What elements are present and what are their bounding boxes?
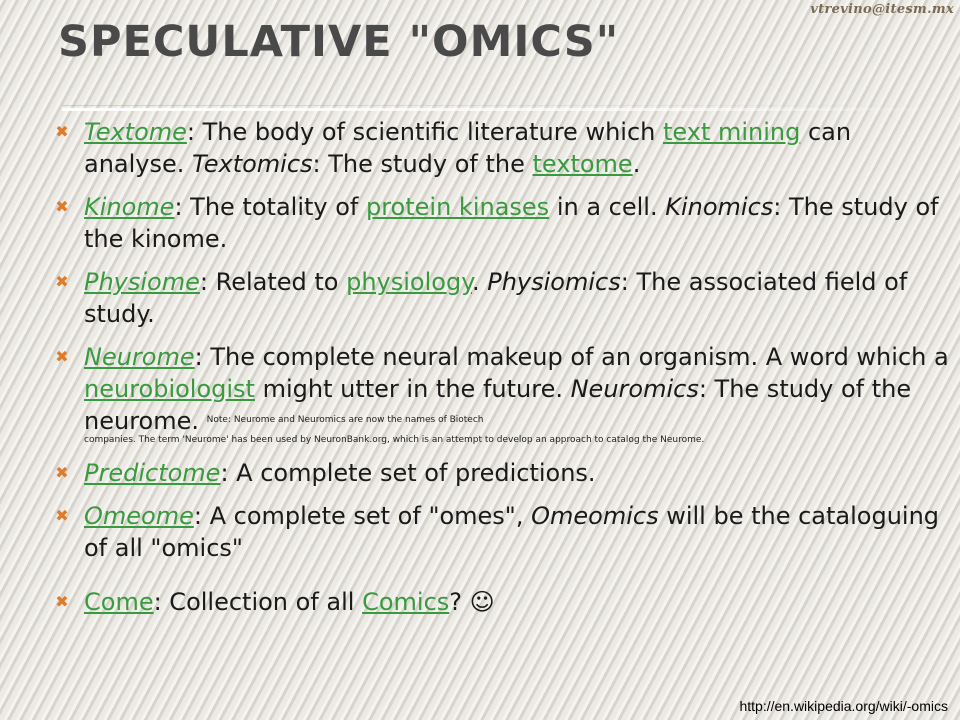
link-comics[interactable]: Comics	[362, 588, 450, 616]
title-underline	[62, 108, 952, 111]
bullet-kinome	[52, 191, 952, 255]
bullet-text: .	[632, 150, 641, 178]
bullet-come	[52, 586, 952, 618]
author-email: vtrevino@itesm.mx	[810, 2, 954, 17]
link-physiome[interactable]: Physiome	[84, 268, 200, 296]
bullet-marker-icon: ✖	[55, 347, 69, 366]
bullet-text: .	[471, 268, 488, 296]
bullet-text: : Collection of all	[153, 588, 363, 616]
bullet-term: Omeomics	[531, 502, 659, 530]
bullet-predictome	[52, 457, 952, 489]
bullet-text: : The associated field of study.	[84, 268, 908, 328]
bullet-marker-icon: ✖	[55, 197, 69, 216]
neurome-note-continued: companies. The term 'Neurome' has been used by NeuronBank.org, which is an attempt to develop an approach to catalog the Neurome.	[84, 435, 705, 445]
link-text-mining[interactable]: text mining	[662, 118, 801, 146]
bullet-omeome	[52, 500, 952, 564]
bullet-list	[52, 116, 952, 629]
bullet-text: in a cell.	[549, 193, 666, 221]
bullet-marker-icon: ✖	[55, 122, 69, 141]
bullet-marker-icon: ✖	[55, 592, 69, 611]
bullet-physiome	[52, 266, 952, 330]
bullet-marker-icon: ✖	[55, 506, 69, 525]
bullet-text: : The study of the	[312, 150, 533, 178]
link-neurome[interactable]: Neurome	[84, 343, 195, 371]
link-textome-2[interactable]: textome	[532, 150, 633, 178]
bullet-text: : The complete neural makeup of an organism. A word which a	[194, 343, 949, 371]
source-url: http://en.wikipedia.org/wiki/-omics	[739, 698, 948, 714]
bullet-text: : A complete set of "omes",	[193, 502, 532, 530]
bullet-neurome	[52, 341, 952, 446]
link-neurobiologist[interactable]: neurobiologist	[84, 375, 255, 403]
bullet-text: : A complete set of predictions.	[220, 459, 596, 487]
link-physiology[interactable]: physiology	[346, 268, 472, 296]
bullet-text: : The totality of	[174, 193, 366, 221]
link-come[interactable]: Come	[84, 588, 154, 616]
bullet-term: Neuromics	[570, 375, 699, 403]
link-protein-kinases[interactable]: protein kinases	[365, 193, 550, 221]
bullet-text-smiley: ? ☺	[449, 588, 495, 616]
bullet-textome	[52, 116, 952, 180]
bullet-term: Kinomics	[665, 193, 774, 221]
link-omeome[interactable]: Omeome	[84, 502, 194, 530]
bullet-term: Textomics	[192, 150, 313, 178]
bullet-text: : The study of the neurome.	[84, 375, 912, 435]
bullet-text: : Related to	[199, 268, 347, 296]
bullet-text: will be the cataloguing of all "omics"	[84, 502, 940, 562]
bullet-marker-icon: ✖	[55, 463, 69, 482]
link-textome[interactable]: Textome	[84, 118, 187, 146]
link-predictome[interactable]: Predictome	[84, 459, 221, 487]
title-underline-shadow	[62, 105, 952, 106]
neurome-note: Note: Neurome and Neuromics are now the names of Biotech	[206, 414, 484, 425]
bullet-text: can analyse.	[84, 118, 852, 178]
bullet-text: : The body of scientific literature which	[186, 118, 663, 146]
slide-title: SPECULATIVE "OMICS"	[58, 17, 620, 67]
bullet-text: might utter in the future.	[254, 375, 571, 403]
link-kinome[interactable]: Kinome	[84, 193, 175, 221]
bullet-term: Physiomics	[487, 268, 621, 296]
bullet-marker-icon: ✖	[55, 272, 69, 291]
bullet-text: : The study of the kinome.	[84, 193, 939, 253]
